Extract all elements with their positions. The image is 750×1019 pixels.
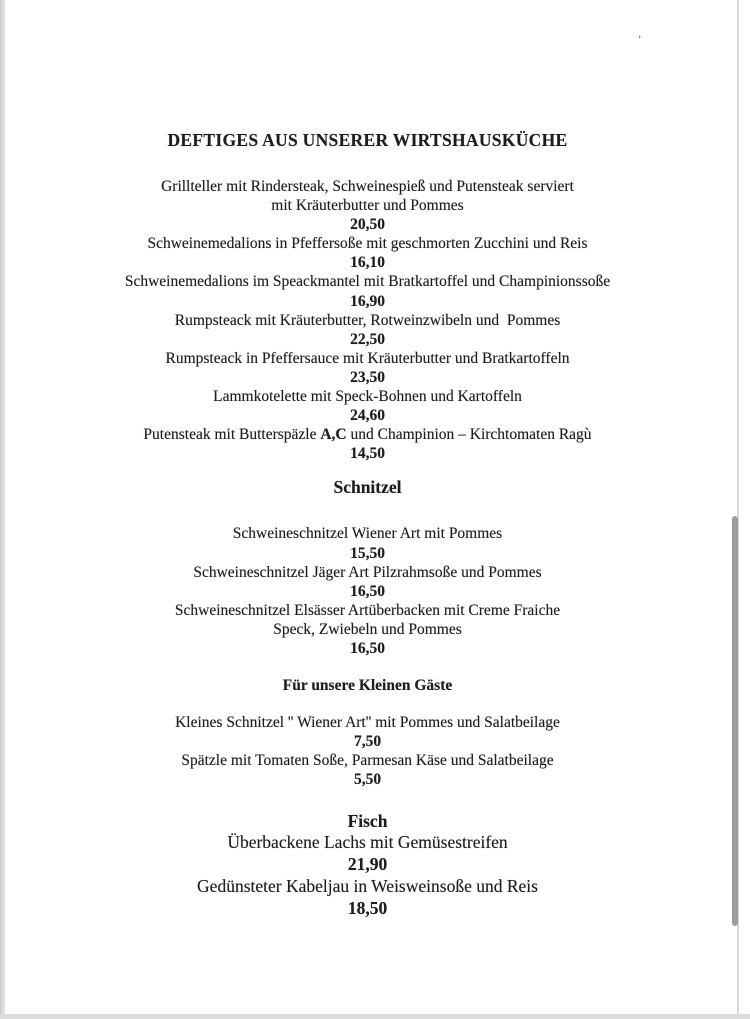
menu-item-name-part: und Champinion – Kirchtomaten Ragù <box>346 426 592 444</box>
menu-item-price: 23,50 <box>350 368 385 386</box>
menu-item-price: 22,50 <box>350 330 385 348</box>
section-heading-schnitzel: Schnitzel <box>333 477 402 498</box>
menu-item <box>0 876 735 920</box>
section-heading-fisch: Fisch <box>347 811 388 832</box>
menu-item-name: Schweinemedalions in Pfeffersoße mit geschmorten Zucchini und Reis <box>147 235 588 253</box>
menu-item-name: Grillteller mit Rindersteak, Schweinespieß und Putensteak serviert <box>161 178 574 195</box>
menu-item <box>0 177 735 234</box>
menu-item-name: Kleines Schnitzel '' Wiener Art'' mit Pommes und Salatbeilage <box>175 714 560 732</box>
scan-speck-mark: ʼ <box>638 35 642 46</box>
menu-item-name: Schweineschnitzel Jäger Art Pilzrahmsoße und Pommes <box>193 563 542 581</box>
menu-item-name-cont: Speck, Zwiebeln und Pommes <box>273 620 462 638</box>
menu-item-name: Überbackene Lachs mit Gemüsestreifen <box>227 832 508 853</box>
menu-item-name: Gedünsteter Kabeljau in Weisweinsoße und Reis <box>197 876 538 897</box>
menu-item-price: 15,50 <box>350 544 385 562</box>
menu-content <box>0 131 735 920</box>
menu-item <box>0 387 735 425</box>
menu-item-name-allergens: A,C <box>320 426 347 444</box>
menu-item-name: Schweinemedalions im Speackmantel mit Bratkartoffel und Champinionssoße <box>124 273 611 291</box>
menu-item-name: Spätzle mit Tomaten Soße, Parmesan Käse und Salatbeilage <box>181 752 554 770</box>
menu-item-name: Schweineschnitzel Elsässer Artüberbacken mit Creme Fraiche <box>174 601 561 619</box>
menu-item <box>0 563 735 601</box>
menu-item-name: Schweineschnitzel Wiener Art mit Pommes <box>232 525 503 543</box>
menu-item-name: Rumpsteack in Pfeffersauce mit Kräuterbutter und Bratkartoffeln <box>165 349 570 367</box>
page-bottom-edge-band <box>0 1014 750 1019</box>
page-left-edge-shadow <box>0 0 5 1019</box>
menu-item-price: 16,90 <box>350 292 385 310</box>
menu-item-price: 16,50 <box>350 582 385 600</box>
menu-item-price: 21,90 <box>347 854 388 875</box>
menu-item <box>0 751 735 789</box>
menu-item-name <box>0 425 735 444</box>
section-heading-kinder: Für unsere Kleinen Gäste <box>282 677 453 695</box>
menu-item <box>0 713 735 751</box>
menu-item <box>0 272 735 310</box>
menu-item-price: 24,60 <box>350 407 385 425</box>
menu-section-hauptgerichte <box>0 177 735 463</box>
vertical-scrollbar-thumb[interactable] <box>732 516 738 926</box>
menu-item-name-part: Putensteak mit Butterspäzle <box>143 426 321 444</box>
menu-section-schnitzel <box>0 477 735 658</box>
menu-item-name: Lammkotelette mit Speck-Bohnen und Kartoffeln <box>213 388 522 406</box>
menu-item-name-cont: mit Kräuterbutter und Pommes <box>271 197 464 215</box>
menu-section-fisch <box>0 810 735 919</box>
menu-item <box>0 425 735 463</box>
menu-item <box>0 601 735 658</box>
menu-item-price: 16,50 <box>350 639 385 657</box>
menu-item <box>0 349 735 387</box>
menu-item-price: 7,50 <box>353 733 382 751</box>
menu-item-price: 16,10 <box>350 254 385 272</box>
menu-item <box>0 524 735 562</box>
menu-title: DEFTIGES AUS UNSERER WIRTSHAUSKÜCHE <box>167 130 568 150</box>
menu-item-price: 5,50 <box>353 771 382 789</box>
menu-item-price: 14,50 <box>350 445 385 463</box>
menu-item <box>0 832 735 876</box>
menu-item-price: 18,50 <box>347 897 388 918</box>
menu-section-kinder <box>0 676 735 789</box>
menu-item-price: 20,50 <box>350 216 385 234</box>
menu-item-name: Rumpsteack mit Kräuterbutter, Rotweinzwibeln und Pommes <box>174 311 561 329</box>
menu-item <box>0 234 735 272</box>
menu-item <box>0 311 735 349</box>
